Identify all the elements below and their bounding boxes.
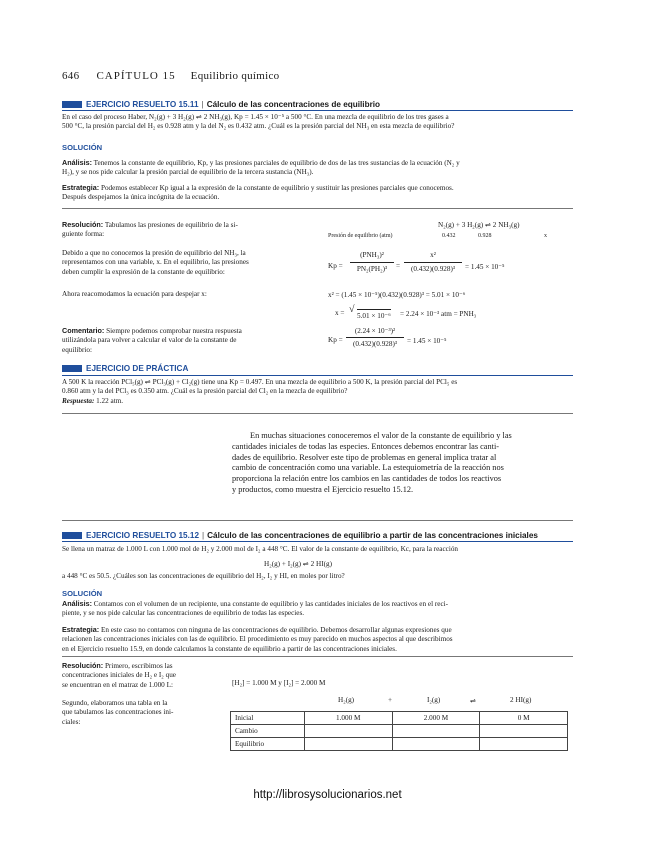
divider	[62, 520, 573, 521]
x-root: 5.01 × 10⁻⁶	[357, 309, 391, 320]
divider	[62, 413, 573, 414]
kp-frac2-num: x²	[430, 251, 436, 259]
species-i2: I₂(g)	[427, 696, 441, 704]
fraction-bar	[346, 337, 404, 338]
solution-heading: SOLUCIÓN	[62, 143, 103, 152]
pressure-label: Presión de equilibrio (atm)	[328, 233, 393, 239]
check-kp-label: Kp =	[328, 336, 343, 344]
page-number: 646	[62, 70, 80, 82]
exercise-title-15-12: EJERCICIO RESUELTO 15.12 | Cálculo de las concentraciones de equilibrio a partir de las concentraciones iniciales	[62, 531, 538, 540]
analysis: Análisis: Contamos con el volumen de un recipiente, una constante de equilibrio y las cantidades iniciales de los reactivos en el reci- piente, y se nos pide calcular las concentraciones de equilibrio de todas las especies.	[62, 599, 449, 618]
resolution-text: Resolución: Primero, escribimos las concentraciones iniciales de H₂ e I₂ que se encuentran en el matraz de 1.000 L:	[62, 661, 176, 689]
running-header	[62, 70, 279, 82]
divider	[62, 656, 573, 657]
strategy: Estrategia: En este caso no contamos con ninguna de las concentraciones de equilibrio. Debemos desarrollar algunas expresiones que relacionen las concentraciones iniciales con las de equilibrio. El procedimiento es muy parecido en muchos aspectos al que describimos en el Ejercicio resuelto 15.9, en donde calculamos la constante de equilibrio a partir de las concentraciones iniciales.	[62, 625, 453, 653]
table-row: Equilibrio	[231, 738, 568, 751]
x-result: = 2.24 × 10⁻³ atm = PNH₃	[400, 310, 477, 318]
exercise-question: a 448 °C es 50.5. ¿Cuáles son las concentraciones de equilibrio del H₂, I₂ y HI, en moles por litro?	[62, 572, 345, 580]
initial-concentrations: [H₂] = 1.000 M y [I₂] = 2.000 M	[232, 679, 326, 687]
exercise-marker-icon	[62, 365, 82, 372]
pressure-nh3: x	[544, 233, 547, 239]
solution-heading: SOLUCIÓN	[62, 589, 103, 598]
exercise-statement: Se llena un matraz de 1.000 L con 1.000 mol de H₂ y 2.000 mol de I₂ a 448 °C. El valor de la constante de equilibrio, Kc, para la reacción	[62, 545, 459, 553]
pressure-h2: 0.928	[478, 233, 492, 239]
table-intro: Segundo, elaboramos una tabla en la que tabulamos las concentraciones ini- ciales:	[62, 699, 174, 726]
sqrt-icon: √	[349, 304, 355, 315]
kp-frac1-num: (PNH₃)²	[360, 251, 384, 259]
body-paragraph: En muchas situaciones conoceremos el valor de la constante de equilibrio y las cantidades iniciales de todas las especies. Entonces debemos encontrar las canti- dades de equilibrio. Resolver este tipo de problemas en general implica tratar al cambio de concentración como una variable. La estequiometría de la reacción nos proporciona la relación entre los cambios en las cantidades de todos los reactivos y productos, como muestra el Ejercicio resuelto 15.12.	[232, 431, 512, 494]
species-h2: H₂(g)	[338, 696, 355, 704]
fraction-bar	[350, 262, 394, 263]
rearrange-text: Ahora reacomodamos la ecuación para despejar x:	[62, 290, 207, 298]
fraction-bar	[404, 262, 462, 263]
table-row: Cambio	[231, 725, 568, 738]
strategy: Estrategia: Podemos establecer Kp igual a la expresión de la constante de equilibrio y sustituir las presiones parciales que conocemos. Después despejamos la única incógnita de la ecuación.	[62, 183, 454, 202]
divider	[62, 110, 573, 111]
exercise-marker-icon	[62, 532, 82, 539]
practice-text: A 500 K la reacción PCl₅(g) ⇌ PCl₃(g) + Cl₂(g) tiene una Kp = 0.497. En una mezcla de equilibrio a 500 K, la presión parcial del PCl₅ es 0.860 atm y la del PCl₃ es 0.350 atm. ¿Cuál es la presión parcial del Cl₂ en la mezcla de equilibrio? Respuesta: 1.22 atm.	[62, 378, 458, 405]
check-den: (0.432)(0.928)³	[352, 340, 398, 348]
kp-label: Kp =	[328, 262, 343, 270]
kp-frac2-den: (0.432)(0.928)³	[410, 265, 456, 273]
species-hi: 2 HI(g)	[510, 696, 532, 704]
reaction-equation: N₂(g) + 3 H₂(g) ⇌ 2 NH₃(g)	[438, 221, 520, 229]
plus-sign: +	[388, 696, 393, 704]
equilibrium-arrow-icon: ⇌	[470, 697, 477, 705]
comment: Comentario: Siempre podemos comprobar nuestra respuesta utilizándola para volver a calcular el valor de la constante de equilibrio:	[62, 326, 242, 354]
practice-heading: EJERCICIO DE PRÁCTICA	[62, 364, 188, 373]
chapter-label: CAPÍTULO 15	[96, 70, 176, 82]
divider	[62, 375, 573, 376]
check-num: (2.24 × 10⁻³)²	[354, 327, 396, 335]
unknown-text: Debido a que no conocemos la presión de equilibrio del NH₃, la representamos con una variable, x. En el equilibrio, las presiones deben cumplir la expresión de la constante de equilibrio:	[62, 249, 249, 276]
resolution-text: Resolución: Tabulamos las presiones de equilibrio de la si- guiente forma:	[62, 220, 238, 239]
x-squared-equation: x² = (1.45 × 10⁻⁵)(0.432)(0.928)³ = 5.01 × 10⁻⁶	[328, 291, 466, 299]
reaction-equation: H₂(g) + I₂(g) ⇌ 2 HI(g)	[264, 560, 332, 568]
kp-frac1-den: PN₂(PH₂)³	[356, 265, 388, 273]
analysis: Análisis: Tenemos la constante de equilibrio, Kp, y las presiones parciales de equilibrio de dos de las tres sustancias de la ecuación (N₂ y H₂), y se nos pide calcular la presión parcial de equilibrio de la tercera sustancia (NH₃).	[62, 158, 460, 177]
exercise-statement: En el caso del proceso Haber, N₂(g) + 3 H₂(g) ⇌ 2 NH₃(g), Kp = 1.45 × 10⁻⁵ a 500 °C. En una mezcla de equilibrio de los tres gases a 500 °C, la presión parcial del H₂ es 0.928 atm y la del N₂ es 0.432 atm. ¿Cuál es la presión parcial del NH₃ en esta mezcla de equilibrio?	[62, 113, 455, 131]
footer-url: http://librosysolucionarios.net	[253, 789, 402, 801]
divider	[62, 541, 573, 542]
exercise-marker-icon	[62, 101, 82, 108]
chapter-title: Equilibrio químico	[190, 70, 280, 82]
exercise-title-15-11: EJERCICIO RESUELTO 15.11 | Cálculo de las concentraciones de equilibrio	[62, 100, 380, 109]
table-row: Inicial 1.000 M 2.000 M 0 M	[231, 712, 568, 725]
kp-value: = 1.45 × 10⁻⁵	[465, 263, 505, 271]
ice-table	[230, 711, 568, 751]
pressure-n2: 0.432	[442, 233, 456, 239]
divider	[62, 208, 573, 209]
x-eq-label: x =	[335, 309, 345, 317]
check-value: = 1.45 × 10⁻⁵	[407, 337, 447, 345]
